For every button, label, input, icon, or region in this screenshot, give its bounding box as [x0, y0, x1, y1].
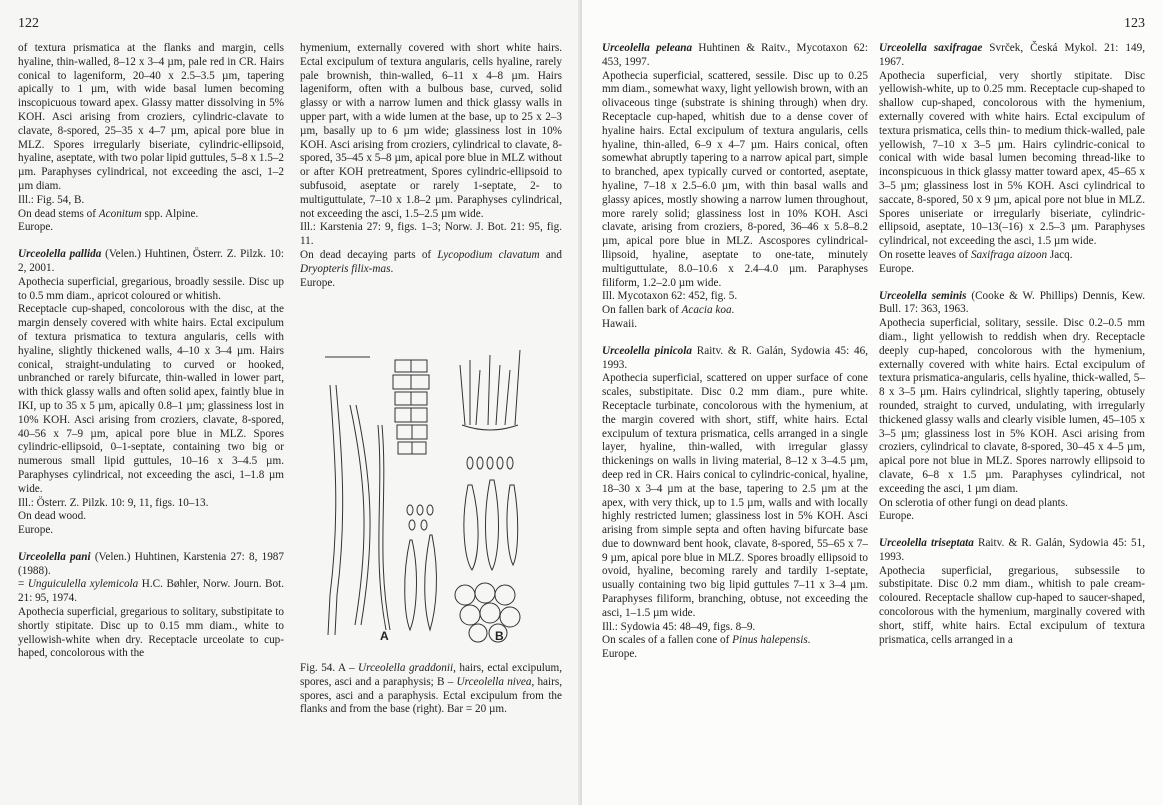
- paragraph: Apothecia superficial, solitary, sessile. Disc 0.2–0.5 mm diam., light yellowish to reddish when dry. Receptacle deeply cup-haped, concolorous with the hymenium, externally covered with white hairs. Ectal excipulum of textura prismatica-angularis, cells hyaline, thick-walled, 5–8 x 3–5 µm. Hairs cylindrical, slightly tapering, obtusely rounded, straight to curved, undulating, with irregularly thickened glassy walls and clearly visible lumen, 45–105 x 3–5 µm; glassiness lost in 5% KOH. Asci arising from croziers, cylindrical to clavate, 8-spored, 30–45 x 4–5 µm, apical pore not blue in MLZ. Spores narrowly ellipsoid to clavate, 6–8 x 1.5 µm. Paraphyses cylindrical, not exceeding the asci, 1 µm diam.: [879, 317, 1145, 495]
- paragraph: Urceolella saxifragae Svrček, Česká Mykol. 21: 149, 1967.: [879, 42, 1145, 68]
- paragraph: Apothecia superficial, gregarious to solitary, substipitate to shortly stipitate. Disc up to 0.15 mm diam., white to yellowish-white when dry. Receptacle urceolate to cup-haped, concolorous with the: [18, 606, 284, 660]
- ascus-a-1: [405, 540, 417, 630]
- paragraph: Urceolella triseptata Raitv. & R. Galán, Sydowia 45: 51, 1993.: [879, 537, 1146, 563]
- paragraph: Hawaii.: [602, 317, 638, 330]
- paragraph: On fallen bark of Acacia koa.: [602, 304, 735, 317]
- right-page: [582, 0, 1163, 805]
- paragraph: Europe.: [300, 276, 336, 289]
- figure-caption: Fig. 54. A – Urceolella graddonii, hairs, ectal excipulum, spores, asci and a paraphysis; B – Urceolella nivea, hairs, spores, asci and a paraphysis. Ectal excipulum from the flanks and from the base (right). Bar = 20 µm.: [300, 662, 563, 716]
- paragraph: On sclerotia of other fungi on dead plants.: [879, 496, 1068, 509]
- ascus-a-2: [425, 535, 437, 630]
- paragraph-gap: [879, 277, 1145, 290]
- paragraph: Europe.: [602, 648, 638, 661]
- paragraph: Apothecia superficial, very shortly stipitate. Disc yellowish-white, up to 0.25 mm. Receptacle cup-shaped to shallow cup-shaped, concolorous with the hymenium, externally covered with white hairs. Ectal excipulum of textura prismatica, cells thin- to medium thick-walled, pale yellowish, 7–10 x 3–5 µm. Hairs cylindric-conical to conical with wide basal lumen becoming thread-like to inconspicuous in thick glassy matter toward apex, 45–65 x 3–5 µm; glassiness lost in 5% KOH. Asci cylindrical to saccate, 8-spored, 50 x 9 µm, apical pore not blue in MLZ. Spores uniseriate or irregularly biseriate, cylindric-ellipsoid, aseptate, 10–13(–16) x 2.5–3 µm. Paraphyses cylindrical, not exceeding the asci, 1.5 µm wide.: [879, 69, 1145, 248]
- paragraph: Urceolella pallida (Velen.) Huhtinen, Österr. Z. Pilzk. 10: 2, 2001.: [18, 248, 284, 274]
- spores-a: [407, 505, 433, 530]
- page-number-left: 122: [18, 16, 39, 31]
- right-column-1: [602, 42, 868, 662]
- hair-a-1: [328, 385, 336, 635]
- paragraph: On dead stems of Aconitum spp. Alpine.: [18, 207, 199, 220]
- paragraph: Ill. Mycotaxon 62: 452, fig. 5.: [602, 290, 738, 303]
- paragraph: Europe.: [18, 221, 54, 234]
- paragraph: Apothecia superficial, gregarious, subsessile to substipitate. Disc 0.2 mm diam., whitish to pale cream-coloured. Receptacle shallow cup-haped to saucer-shaped, concolorous with the hymenium, marginally covered with short, stiff, white hairs. Ectal excipulum of textura prismatica, cells arranged in a: [879, 564, 1145, 646]
- paragraph-gap: [879, 524, 1145, 537]
- paragraph: hymenium, externally covered with short white hairs. Ectal excipulum of textura angularis, cells hyaline, rarely pale brownish, thin-walled, 6–11 x 4–8 µm. Hairs lageniform, often with a bulbous base, curved, solid glassy or with a narrow lumen and thick glassy walls in upper part, with a wide lumen at the base, up to 25 x 2–3 µm, basally up to 6 µm wide; glassiness lost in 10% KOH. Asci arising from croziers, cylindrical to clavate, 8-spored, 35–45 x 5–8 µm, apical pore blue in MLZ without or after KOH pretreatment, Spores cylindric-ellipsoid to subfusoid, aseptate or rarely 1-septate, 2- to multiguttulate, 7–10 x 1.8–2 µm. Paraphyses cylindrical, not exceeding the asci, 1.5–2.5 µm wide.: [300, 42, 562, 220]
- paragraph: = Unguiculella xylemicola H.C. Bøhler, Norw. Journ. Bot. 21: 95, 1974.: [18, 578, 284, 605]
- paragraph: On dead decaying parts of Lycopodium clavatum and Dryopteris filix-mas.: [300, 248, 562, 275]
- paragraph: Ill.: Fig. 54, B.: [18, 193, 85, 206]
- ectal-excipulum-b: [455, 583, 520, 642]
- paragraph: of textura prismatica at the flanks and margin, cells hyaline, thin-walled, 8–12 x 3–4 µm, pale red in CR. Hairs conical to lageniform, 20–40 x 2.5–3.5 µm, tapering apically to 1 µm, with wide basal lumen becoming inscopicuous toward apex. Glassy matter dissolving in 5% KOH. Asci arising from croziers, cylindric-clavate to clavate, 8-spored, 25–35 x 4–7 µm, apical pore blue in MLZ. Spores irregularly biseriate, cylindric-ellipsoid, hyaline, aseptate, with two polar lipid guttules, 5–8 x 1.5–2 µm. Paraphyses cylindrical, not exceeding the asci, 1–2 µm diam.: [18, 42, 284, 192]
- paragraph: Urceolella pinicola Raitv. & R. Galán, Sydowia 45: 46, 1993.: [602, 344, 868, 371]
- ascus-b-1: [464, 485, 478, 570]
- paragraph: On dead wood.: [18, 510, 87, 523]
- ascus-b-2: [486, 480, 499, 570]
- left-column-1: [18, 42, 284, 661]
- paragraph: Apothecia superficial, scattered on upper surface of cone scales, substipitate. Disc 0.2 mm diam., pure white. Receptacle turbinate, concolorous with the hymenium, at the margin covered with short, stiff, white hairs. Ectal excipulum of textura prismatica, cells arranged in a single layer, hyaline, thin-walled, with irregular glassy thickenings on walls in living material, 8–12 x 3–4.5 µm, deep red in CR. Hairs conical to cylindric-conical, hyaline, 18–30 x 3–4 µm at the base, tapering to 2.5 µm at the apex, with very thick, up to 1.5 µm, walls and with locally highly restricted lumen; glassiness lost in 5% KOH. Asci arising from simple septa and often having bifurcate base due to downward bent hook, clavate, 8-spored, 55–65 x 7–9 µm, apical pore blue in MLZ. Spores broadly ellipsoid to ovoid, hyaline, becoming rarely and tardily 1-septate, usually containing two big lipid guttules 7–11 x 3–4 µm. Paraphyses filiform, branching, obtuse, not exceeding the asci, 1–1.5 µm wide.: [602, 372, 868, 619]
- paragraph: Europe.: [879, 262, 915, 275]
- page-number-right: 123: [1124, 16, 1145, 31]
- paragraph-gap: [602, 332, 868, 345]
- paragraph: Receptacle cup-shaped, concolorous with the disc, at the margin densely covered with white hairs. Ectal excipulum of textura prismatica to textura angularis, cells with hyaline, slightly thickened walls, 4–10 x 3–4 µm. Hairs conical, straight-undulating to curved or hooked, unbranched or rarely bifurcate, thin-walled in lower part, with thick glassy walls and often solid apex, faintly blue in IKI, up to 35 x 5 µm, apically 0.8–1 µm; glassiness lost in 10% KOH. Asci arising from croziers, clavate, 8-spored, 40–56 x 7–9 µm, apical pore blue in MLZ. Spores cylindric-ellipsoid, 0–1-septate, containing two big or numerous small lipid guttules, 10–16 x 3–4.5 µm. Paraphyses cylindrical, not exceeding the asci, 1–1.8 µm wide.: [18, 303, 284, 495]
- paragraph: Ill.: Österr. Z. Pilzk. 10: 9, 11, figs. 10–13.: [18, 496, 209, 509]
- left-column-2: [300, 42, 562, 290]
- paragraph: Europe.: [879, 510, 915, 523]
- right-column-2: [879, 42, 1145, 647]
- hairs-b: [460, 350, 520, 430]
- paragraph: Europe.: [18, 524, 54, 537]
- ectal-excipulum-a: [393, 360, 429, 454]
- paragraph: On rosette leaves of Saxifraga aizoon Jacq.: [879, 248, 1073, 261]
- paragraph: Urceolella peleana Huhtinen & Raitv., Mycotaxon 62: 453, 1997.: [602, 42, 868, 68]
- paragraph: Ill.: Sydowia 45: 48–49, figs. 8–9.: [602, 620, 756, 633]
- figure-54: [300, 345, 562, 645]
- paragraph: Apothecia superficial, gregarious, broadly sessile. Disc up to 0.5 mm diam., apricot coloured or whitish.: [18, 275, 284, 302]
- paragraph: Urceolella pani (Velen.) Huhtinen, Karstenia 27: 8, 1987 (1988).: [18, 550, 284, 577]
- figure-label-a: A: [380, 629, 389, 643]
- paragraph: On scales of a fallen cone of Pinus halepensis.: [602, 634, 811, 647]
- hair-a-3: [378, 425, 386, 630]
- figure-label-b: B: [495, 629, 504, 643]
- spores-b: [467, 457, 513, 469]
- paragraph: Apothecia superficial, scattered, sessile. Disc up to 0.25 mm diam., somewhat waxy, light yellowish brown, with an olivaceous tinge (substrate is shining through) when dry. Receptacle cup-haped, whitish due to a dense cover of hyaline hairs. Ectal excipulum of textura angularis, cells hyaline, thin-alled, 6–9 x 4–7 µm. Hairs conical, often somewhat abruptly tapering to a narrow apical part, simple to branched, apex typically curved or contorted, aseptate, hyaline, 7–18 x 2.5–6.0 µm, with thin basal walls and glassy apices, mostly showing a narrow lumen throughout, more rarely solid; glassiness lost in 10% KOH. Asci clavate, arising from croziers, 8-pored, 36–46 x 5.8–8.2 µm, apical pore blue in MLZ. Ascospores cylindrical-llipsoid, hyaline, aseptate to one-tate, minutely multiguttulate, 8.0–10.6 x 2.4–4.0 µm. Paraphyses filiform, 1.2–2.0 µm wide.: [602, 69, 868, 289]
- paragraph-gap: [18, 235, 284, 248]
- paragraph-gap: [18, 538, 284, 551]
- paragraph: Ill.: Karstenia 27: 9, figs. 1–3; Norw. J. Bot. 21: 95, fig. 11.: [300, 221, 562, 248]
- paragraph: Urceolella seminis (Cooke & W. Phillips) Dennis, Kew. Bull. 17: 363, 1963.: [879, 289, 1146, 316]
- ascus-b-3: [507, 485, 518, 565]
